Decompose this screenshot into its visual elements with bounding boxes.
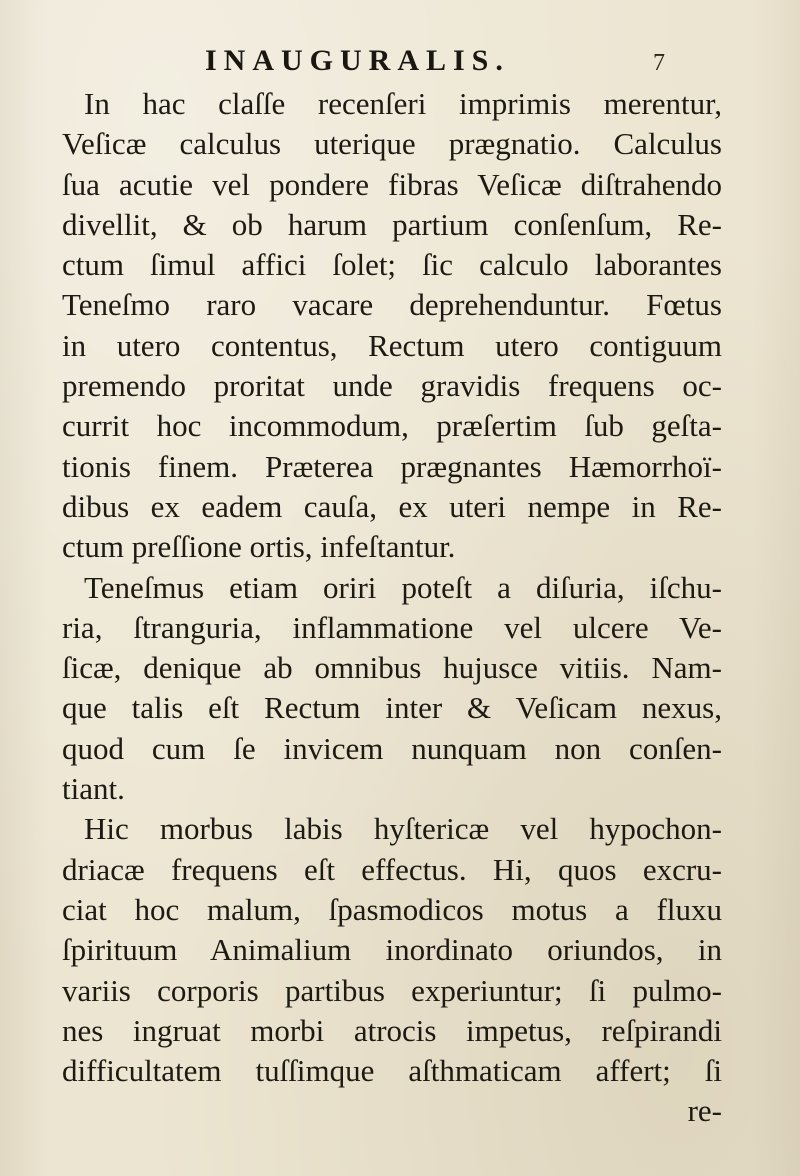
running-title: INAUGURALIS. (205, 44, 510, 77)
text-line: nes ingruat morbi atrocis impetus, reſpirandi (62, 1012, 722, 1048)
text-line: ctum preſſione ortis, infeſtantur. (62, 529, 456, 565)
text-line: ciat hoc malum, ſpasmodicos motus a fluxu (62, 891, 722, 927)
text-line: ria, ſtranguria, inflammatione vel ulcere Ve- (62, 609, 722, 645)
text-line: ctum ſimul affici ſolet; ſic calculo laborantes (62, 247, 722, 283)
page-number: 7 (653, 50, 665, 76)
text-line: in utero contentus, Rectum utero contiguum (62, 327, 722, 363)
text-line: que talis eſt Rectum inter & Veſicam nexus, (62, 690, 722, 726)
text-line: tionis finem. Præterea prægnantes Hæmorrhoï- (62, 448, 722, 484)
catchword: re- (687, 1093, 722, 1129)
text-line: driacæ frequens eſt effectus. Hi, quos excru- (62, 851, 722, 887)
text-line: In hac claſſe recenſeri imprimis merentur, (84, 86, 722, 121)
text-line: ſpirituum Animalium inordinato oriundos, in (62, 932, 722, 968)
text-line: premendo proritat unde gravidis frequens oc- (62, 368, 722, 404)
text-line: Veſicæ calculus uterique prægnatio. Calculus (62, 126, 722, 162)
text-line: Teneſmo raro vacare deprehenduntur. Fœtus (62, 287, 722, 323)
text-line: difficultatem tuſſimque aſthmaticam affert; ſi (62, 1053, 722, 1089)
text-line: variis corporis partibus experiuntur; ſi pulmo- (62, 972, 722, 1008)
text-line: Hic morbus labis hyſtericæ vel hypochon- (84, 811, 722, 847)
text-line: ſua acutie vel pondere fibras Veſicæ diſtrahendo (62, 166, 722, 202)
text-line: tiant. (62, 771, 125, 807)
text-line: Teneſmus etiam oriri poteſt a diſuria, iſchu- (84, 569, 722, 605)
text-line: ſicæ, denique ab omnibus hujusce vitiis. Nam- (62, 650, 722, 686)
text-line: quod cum ſe invicem nunquam non conſen- (62, 730, 722, 766)
text-line: currit hoc incommodum, præſertim ſub geſta- (62, 408, 722, 444)
text-line: dibus ex eadem cauſa, ex uteri nempe in Re- (62, 488, 722, 524)
body-text (62, 84, 722, 1132)
page-header (205, 44, 665, 84)
text-line: divellit, & ob harum partium conſenſum, Re- (62, 206, 722, 242)
